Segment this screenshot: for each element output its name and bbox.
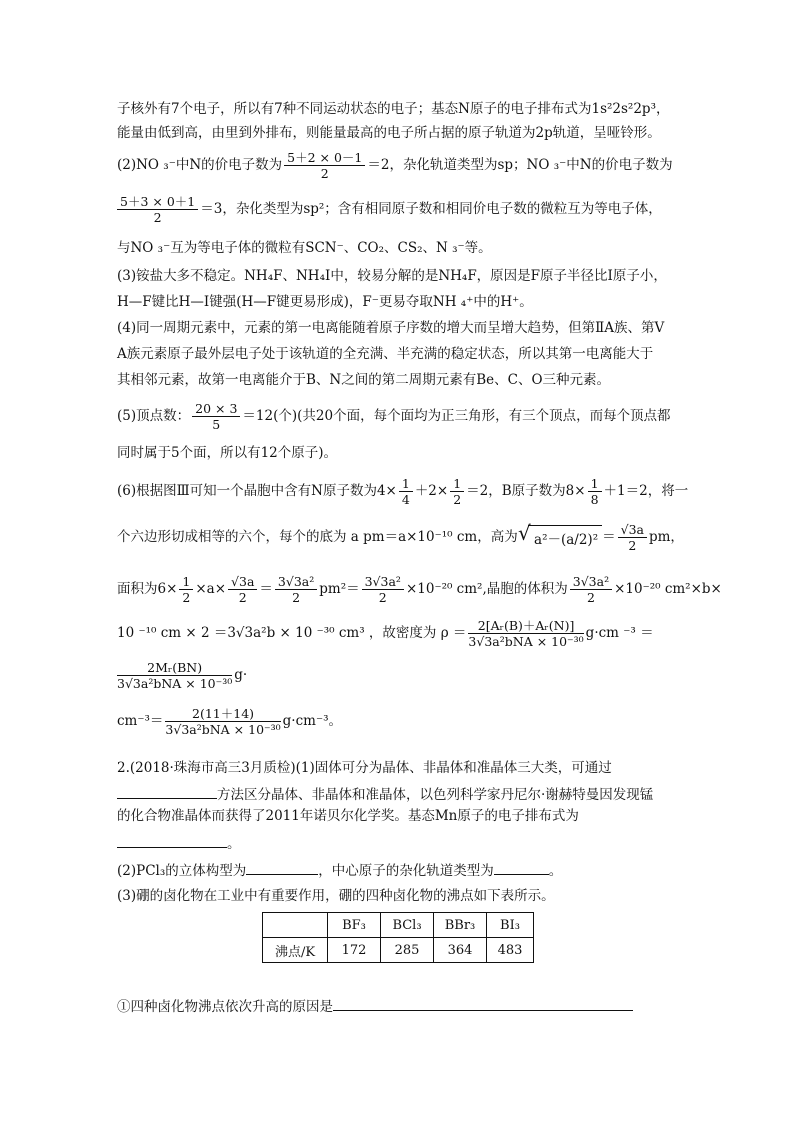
text: 子核外有7个电子，所以有7种不同运动状态的电子；基态N原子的电子排布式为1s²2s²2p³，	[117, 101, 670, 117]
text: ＝2，杂化轨道类型为sp；NO ₃⁻中N的价电子数为	[367, 157, 673, 173]
fraction-denominator: 2	[238, 590, 247, 605]
text-line	[117, 194, 662, 225]
text: (5)顶点数：	[117, 408, 191, 424]
fraction	[117, 660, 232, 691]
text-line	[117, 99, 670, 119]
question-2-line	[117, 886, 555, 906]
text: ×10⁻²⁰ cm²×b×	[614, 581, 722, 597]
fraction	[450, 476, 464, 507]
text: 与NO ₃⁻互为等电子体的微粒有SCN⁻、CO₂、CS₂、N ₃⁻等。	[117, 240, 492, 256]
text-line	[117, 660, 247, 691]
text-line	[117, 238, 492, 258]
table-header-cell	[263, 913, 328, 938]
fraction-numerator: 2Mᵣ(BN)	[117, 660, 232, 676]
fraction	[228, 574, 257, 605]
text: (6)根据图Ⅲ可知一个晶胞中含有N原子数为4×	[117, 483, 397, 499]
table-cell: 483	[487, 938, 534, 963]
text: 的化合物准晶体而获得了2011年诺贝尔化学奖。基态Mn原子的电子排布式为	[117, 808, 579, 824]
text: 。	[548, 863, 563, 879]
fraction-numerator: 3√3a²	[275, 574, 317, 590]
text: (2)PCl₃的立体构型为	[117, 863, 247, 879]
fraction-denominator: 2	[378, 590, 387, 605]
fraction	[284, 150, 365, 181]
text-line	[117, 370, 610, 390]
table-cell: 285	[381, 938, 434, 963]
fraction	[588, 476, 602, 507]
table-row	[263, 938, 534, 963]
fraction-denominator: 2	[586, 590, 595, 605]
text: (2)NO ₃⁻中N的价电子数为	[117, 157, 283, 173]
text: ，中心原子的杂化轨道类型为	[318, 863, 494, 879]
question-2-line	[117, 833, 241, 854]
text: g·	[234, 667, 248, 683]
fraction	[179, 574, 193, 605]
fraction-denominator: 2	[628, 538, 637, 553]
text: (3)硼的卤化物在工业中有重要作用，硼的四种卤化物的沸点如下表所示。	[117, 888, 555, 904]
fraction-denominator: 4	[401, 492, 410, 507]
fraction	[192, 401, 240, 432]
table-cell: 364	[434, 938, 487, 963]
fraction-denominator: 2	[153, 210, 162, 225]
text: ①四种卤化物沸点依次升高的原因是	[117, 999, 333, 1015]
fraction-numerator: 3√3a²	[362, 574, 404, 590]
text-line	[117, 443, 337, 463]
text-line	[117, 706, 342, 737]
fraction	[468, 618, 583, 649]
fraction-numerator: 1	[179, 574, 193, 590]
question-2-line	[117, 758, 612, 778]
text-line	[117, 150, 673, 181]
fraction-denominator: 8	[590, 492, 599, 507]
fraction-numerator: 5＋3 × 0＋1	[117, 194, 198, 210]
text-line	[117, 476, 688, 507]
text-line	[117, 292, 533, 312]
text: (3)铵盐大多不稳定。NH₄F、NH₄I中，较易分解的是NH₄F，原因是F原子半径比I原子小，	[117, 268, 667, 284]
boiling-point-table	[262, 912, 534, 963]
text-line	[117, 522, 684, 553]
fraction-numerator: 5＋2 × 0－1	[284, 150, 365, 166]
fraction	[165, 706, 280, 737]
text-line	[117, 123, 661, 143]
text: 能量由低到高，由里到外排布，则能量最高的电子所占据的原子轨道为2p轨道，呈哑铃形。	[117, 125, 661, 141]
text: ＋1＝2，将一	[603, 483, 689, 499]
table-header-cell: BI₃	[487, 913, 534, 938]
fraction-numerator: 1	[450, 476, 464, 492]
text-line	[117, 618, 654, 649]
fraction-numerator: 20 × 3	[192, 401, 240, 417]
answer-blank[interactable]	[333, 996, 633, 1011]
sqrt-content: a²－(a/2)²	[534, 532, 599, 548]
fraction	[570, 574, 612, 605]
fraction-denominator: 2	[320, 166, 329, 181]
question-2-line	[117, 996, 633, 1017]
fraction-denominator: 5	[212, 417, 221, 432]
text: ＝12(个)(共20个面，每个面均为正三角形，有三个顶点，而每个顶点都	[242, 408, 671, 424]
text: 个六边形切成相等的六个，每个的底为 a pm＝a×10⁻¹⁰ cm，高为	[117, 529, 518, 545]
fraction-denominator: 3√3a²bNA × 10⁻³⁰	[117, 676, 233, 691]
text: 同时属于5个面，所以有12个原子)。	[117, 445, 338, 461]
text: 其相邻元素，故第一电离能介于B、N之间的第二周期元素有Be、C、O三种元素。	[117, 372, 611, 388]
table-header-cell: BBr₃	[434, 913, 487, 938]
fraction	[362, 574, 404, 605]
text-line	[117, 401, 671, 432]
question-2-line	[117, 784, 653, 805]
table-header-cell: BF₃	[328, 913, 381, 938]
text: 10 ⁻¹⁰ cm × 2 ＝3√3a²b × 10 ⁻³⁰ cm³ ，故密度为 ρ ＝	[117, 625, 467, 641]
table-header-row	[263, 913, 534, 938]
text-line	[117, 574, 722, 605]
text: (4)同一周期元素中，元素的第一电离能随着原子序数的增大而呈增大趋势，但第ⅡA族、第Ⅴ	[117, 320, 665, 336]
fraction-denominator: 2	[292, 590, 301, 605]
fraction-numerator: 2(11＋14)	[165, 706, 280, 722]
fraction	[275, 574, 317, 605]
text-line	[117, 266, 667, 286]
text: pm²＝	[319, 581, 360, 597]
fraction-denominator: 3√3a²bNA × 10⁻³⁰	[468, 634, 584, 649]
text: 方法区分晶体、非晶体和准晶体，以色列科学家丹尼尔·谢赫特曼因发现锰	[217, 787, 654, 803]
text: ＝3，杂化类型为sp²；含有相同原子数和相同价电子数的微粒互为等电子体，	[200, 201, 662, 217]
text-line	[117, 344, 653, 364]
sqrt-icon: √	[518, 521, 531, 545]
fraction-denominator: 2	[182, 590, 191, 605]
text: cm⁻³＝	[117, 713, 164, 729]
text: 2.(2018·珠海市高三3月质检)(1)固体可分为晶体、非晶体和准晶体三大类，可通过	[117, 760, 612, 776]
text: ＝	[259, 581, 273, 597]
answer-blank[interactable]	[494, 860, 549, 875]
fraction	[399, 476, 413, 507]
answer-blank[interactable]	[117, 833, 227, 848]
fraction-denominator: 3√3a²bNA × 10⁻³⁰	[165, 722, 281, 737]
table-row-label: 沸点/K	[263, 938, 328, 963]
table-header-cell: BCl₃	[381, 913, 434, 938]
answer-blank[interactable]	[117, 784, 217, 799]
text: A族元素原子最外层电子处于该轨道的全充满、半充满的稳定状态，所以其第一电离能大于	[117, 346, 654, 362]
question-2-line	[117, 806, 579, 826]
question-2-line	[117, 860, 562, 881]
text: g·cm ⁻³ ＝	[585, 625, 654, 641]
text: g·cm⁻³。	[282, 713, 342, 729]
text: ＝	[602, 529, 616, 545]
fraction	[117, 194, 198, 225]
fraction-denominator: 2	[453, 492, 462, 507]
text: ×10⁻²⁰ cm²,晶胞的体积为	[405, 581, 568, 597]
text: ×a×	[195, 581, 227, 597]
sqrt-expression	[518, 521, 602, 550]
fraction	[618, 522, 647, 553]
text: ＋2×	[414, 483, 449, 499]
fraction-numerator: 1	[588, 476, 602, 492]
fraction-numerator: √3a	[228, 574, 257, 590]
fraction-numerator: 3√3a²	[570, 574, 612, 590]
fraction-numerator: 2[Aᵣ(B)＋Aᵣ(N)]	[468, 618, 583, 634]
text: H—F键比H—I键强(H—F键更易形成)，F⁻更易夺取NH ₄⁺中的H⁺。	[117, 294, 533, 310]
text: 面积为6×	[117, 581, 178, 597]
table-cell: 172	[328, 938, 381, 963]
text: 。	[227, 836, 241, 852]
text: pm，	[648, 529, 684, 545]
fraction-numerator: √3a	[618, 522, 647, 538]
answer-blank[interactable]	[246, 860, 318, 875]
fraction-numerator: 1	[399, 476, 413, 492]
text-line	[117, 318, 664, 338]
text: ＝2，B原子数为8×	[466, 483, 586, 499]
